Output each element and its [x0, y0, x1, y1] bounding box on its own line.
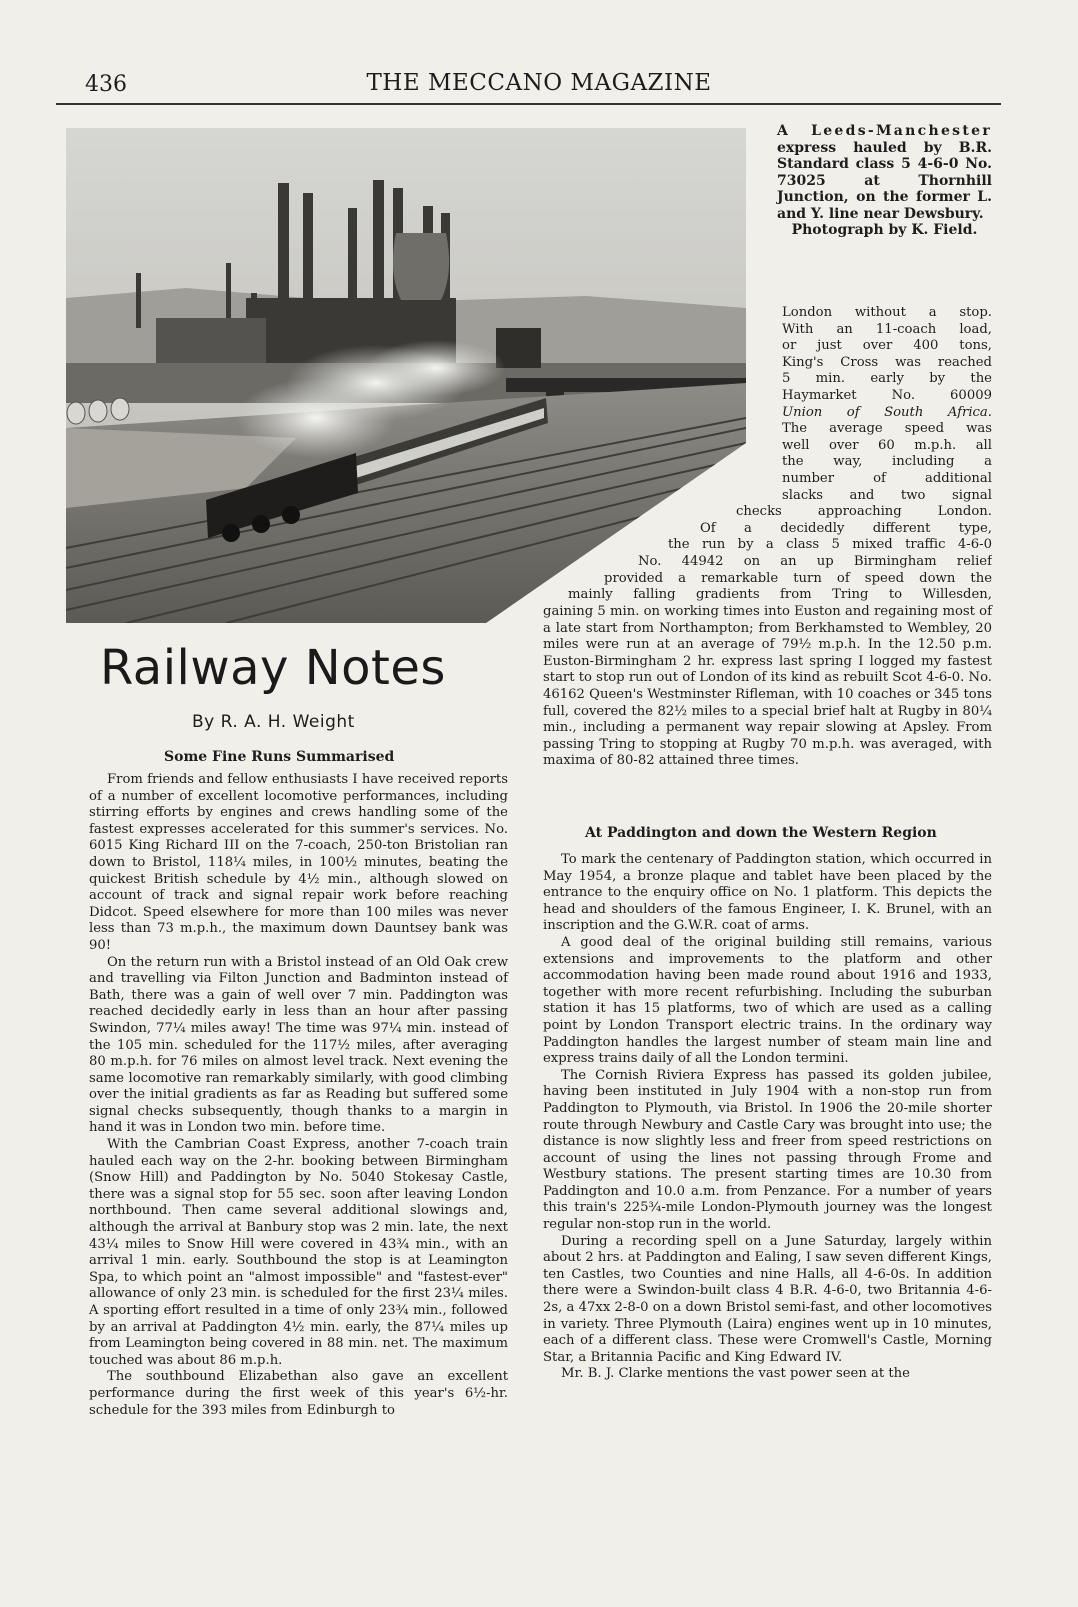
text-line: With an 11-coach load,: [782, 321, 992, 337]
paragraph: From friends and fellow enthusiasts I have received reports of a number of excellent locomotive performances, including stirring efforts by engines and crews handling some of the fastest expresses accelerated for this summer's services. No. 6015 King Richard III on the 7-coach, 250-ton Bristolian ran down to Bristol, 118¼ miles, in 100½ minutes, beating the quickest British schedule by 4½ min., although slowed on account of track and signal repair work before reaching Didcot. Speed elsewhere for more than 100 miles was never less than 73 m.p.h., the maximum down Dauntsey bank was 90!: [89, 772, 508, 953]
photo-caption: [777, 123, 992, 239]
paragraph: During a recording spell on a June Saturday, largely within about 2 hrs. at Paddington and Ealing, I saw seven different Kings, ten Castles, two Counties and nine Halls, all 4-6-0s. In addition there were a Swindon-built class 4 B.R. 4-6-0, two Britannia 4-6-2s, a 47xx 2-8-0 on a down Bristol semi-fast, and other locomotives in variety. Three Plymouth (Laira) engines went up in 10 minutes, each of a different class. These were Cromwell's Castle, Morning Star, a Britannia Pacific and King Edward IV.: [543, 1233, 992, 1365]
text-line: checks approaching London.: [736, 504, 992, 520]
right-column-top: [0, 305, 1078, 604]
text-line: mainly falling gradients from Tring to Willesden,: [568, 587, 992, 603]
text-line: or just over 400 tons,: [782, 338, 992, 354]
text-line: slacks and two signal: [782, 487, 992, 503]
subhead-fine-runs: Some Fine Runs Summarised: [164, 749, 395, 765]
text-line: the run by a class 5 mixed traffic 4-6-0: [668, 537, 992, 553]
running-head: THE MECCANO MAGAZINE: [366, 70, 712, 96]
article-byline: By R. A. H. Weight: [192, 712, 355, 732]
paragraph: gaining 5 min. on working times into Euston and regaining most of a late start from Northampton; from Berkhamsted to Wembley, 20 miles were run at an average of 79½ m.p.h. In the 12.50 p.m. Euston-Birmingham 2 hr. express last spring I logged my fastest start to stop run out of London of its kind as rebuilt Scot 4-6-0. No. 46162 Queen's Westminster Rifleman, with 10 coaches or 345 tons full, covered the 82½ miles to a special brief halt at Rugby in 80¼ min., including a permanent way repair slowing at Apsley. From passing Tring to stopping at Rugby 70 m.p.h. was averaged, with maxima of 80-82 attained three times.: [543, 604, 992, 769]
article-title: Railway Notes: [100, 640, 446, 696]
text-line: The average speed was: [782, 421, 992, 437]
subhead-paddington: At Paddington and down the Western Region: [585, 825, 937, 841]
paragraph: On the return run with a Bristol instead of an Old Oak crew and travelling via Filton Junction and Badminton instead of Bath, there was a gain of well over 7 min. Paddington was reached decidedly early in less than an hour after passing Swindon, 77¼ miles away! The time was 97¼ min. instead of the 105 min. scheduled for the 117½ miles, after averaging 80 m.p.h. for 76 miles on almost level track. Next evening the same locomotive ran remarkably similarly, with good climbing over the initial gradients as far as Reading but suffered some signal checks subsequently, though thanks to a margin in hand it was in London two min. before time.: [89, 954, 508, 1136]
left-column: [89, 772, 508, 1419]
right-column: [543, 852, 992, 1383]
photo-credit: Photograph by K. Field.: [791, 222, 978, 238]
text-line: Of a decidedly different type,: [700, 520, 992, 536]
paragraph: The southbound Elizabethan also gave an excellent performance during the first week of this year's 6½-hr. schedule for the 393 miles from Edinburgh to: [89, 1369, 508, 1418]
right-column-continuation: [543, 604, 992, 770]
caption-text: express hauled by B.R. Standard class 5 4-6-0 No. 73025 at Thornhill Junction, on the former L. and Y. line near Dewsbury.: [777, 139, 992, 222]
text-line: No. 44942 on an up Birmingham relief: [638, 553, 992, 569]
text-line: London without a stop.: [782, 305, 992, 320]
paragraph: To mark the centenary of Paddington station, which occurred in May 1954, a bronze plaque and tablet have been placed by the entrance to the enquiry office on No. 1 platform. This depicts the head and shoulders of the famous Engineer, I. K. Brunel, with an inscription and the G.W.R. coat of arms.: [543, 852, 992, 934]
text-line: provided a remarkable turn of speed down the: [604, 570, 992, 586]
text-line: Haymarket No. 60009: [782, 387, 992, 403]
text-line: King's Cross was reached: [782, 354, 992, 370]
text-line: 5 min. early by the: [782, 371, 992, 387]
text-line: well over 60 m.p.h. all: [782, 437, 992, 453]
text-line: Union of South Africa.: [782, 404, 992, 420]
header-rule: [56, 103, 1001, 105]
paragraph: Mr. B. J. Clarke mentions the vast power seen at the: [561, 1366, 910, 1382]
page-number: 436: [85, 72, 127, 97]
paragraph: A good deal of the original building still remains, various extensions and improvements to the platform and other accommodation having been made round about 1916 and 1933, together with more recent refurbishing. Including the suburban station it has 15 platforms, two of which are used as a calling point by London Transport electric trains. In the ordinary way Paddington handles the largest number of steam main line and express trains daily of all the London termini.: [543, 934, 992, 1067]
caption-lead: A Leeds-Manchester: [777, 123, 992, 139]
text-line: the way, including a: [782, 454, 992, 470]
text-line: number of additional: [782, 470, 992, 486]
paragraph: The Cornish Riviera Express has passed its golden jubilee, having been instituted in July 1904 with a non-stop run from Paddington to Plymouth, via Bristol. In 1906 the 20-mile shorter route through Newbury and Castle Cary was brought into use; the distance is now slightly less and freer from speed restrictions on account of using the lines not passing through Frome and Westbury stations. The present starting times are 10.30 from Paddington and 10.0 a.m. from Penzance. For a number of years this train's 225¾-mile London-Plymouth journey was the longest regular non-stop run in the world.: [543, 1067, 992, 1233]
paragraph: With the Cambrian Coast Express, another 7-coach train hauled each way on the 2-hr. booking between Birmingham (Snow Hill) and Paddington by No. 5040 Stokesay Castle, there was a signal stop for 55 sec. soon after leaving London northbound. Then came several additional slowings and, although the arrival at Banbury stop was 2 min. late, the next 43¼ miles to Snow Hill were covered in 43¾ min., with an arrival 1 min. early. Southbound the stop is at Leamington Spa, to which point an "almost impossible" and "fastest-ever" allowance of only 23 min. is scheduled for the first 23¼ miles. A sporting effort resulted in a time of only 23¾ min., followed by an arrival at Paddington 4½ min. early, the 87¼ miles up from Leamington being covered in 88 min. net. The maximum touched was about 86 m.p.h.: [89, 1137, 508, 1368]
